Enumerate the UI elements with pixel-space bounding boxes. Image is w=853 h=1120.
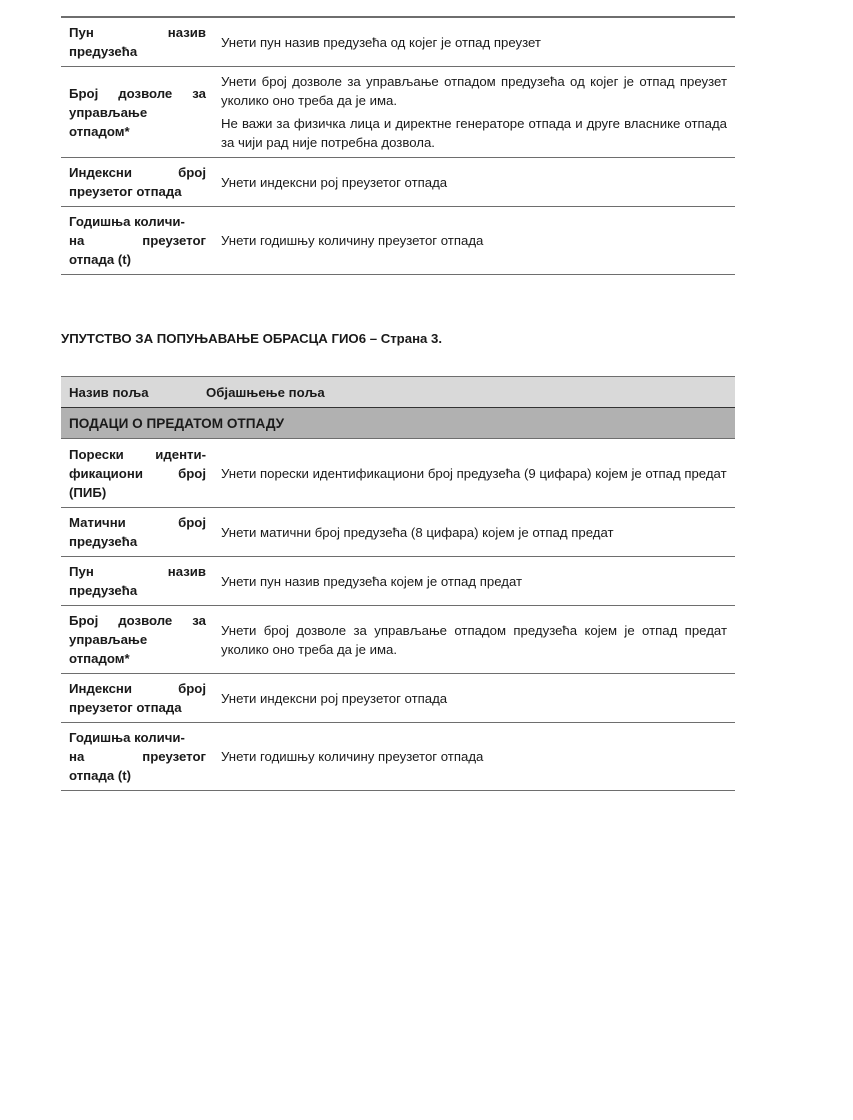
field-description [206, 158, 735, 207]
field-name [61, 508, 206, 557]
description-text: Унети порески идентификациони број предузећа (9 цифара) којем је отпад предат [221, 465, 727, 481]
field-name-line: Пун назив [69, 25, 206, 40]
section-heading [61, 331, 442, 346]
table-row [61, 674, 735, 723]
field-name-line: на преузетог [69, 233, 206, 248]
field-name-line: предузећа [69, 583, 138, 598]
field-name-line: Индексни број [69, 681, 206, 696]
field-description [206, 508, 735, 557]
field-name [61, 606, 206, 674]
description-text: Унети годишњу количину преузетог отпада [221, 233, 484, 248]
table-row [61, 508, 735, 557]
field-description [206, 606, 735, 674]
field-name-line: Индексни број [69, 165, 206, 180]
table-row [61, 439, 735, 508]
field-name-line: отпадом* [69, 651, 130, 666]
field-name-line: Број дозволе за [69, 85, 206, 101]
column-header-description: Објашњење поља [206, 384, 325, 400]
table-row [61, 67, 735, 158]
table-header-row [61, 377, 735, 408]
field-name-line: Порески иденти- [69, 446, 206, 462]
field-name [61, 439, 206, 508]
field-description [206, 17, 735, 67]
description-text: Унети индексни рој преузетог отпада [221, 174, 448, 190]
section-heading-page: Страна 3. [380, 331, 443, 346]
field-name-line: Број дозволе за [69, 613, 206, 628]
table-row [61, 606, 735, 674]
field-description [206, 723, 735, 791]
field-name-line: предузећа [69, 534, 138, 549]
field-name-line: преузетог отпада [69, 700, 182, 715]
table-row [61, 557, 735, 606]
description-text: Унети индексни рој преузетог отпада [221, 690, 448, 706]
field-name-line: на преузетог [69, 749, 206, 764]
field-description [206, 674, 735, 723]
field-name-line: отпада (t) [69, 252, 132, 267]
handed-over-waste-table [61, 376, 735, 791]
field-name [61, 158, 206, 207]
received-waste-table [61, 16, 735, 275]
field-name [61, 674, 206, 723]
field-name-line: Годишња количи- [69, 214, 185, 229]
description-note: Не важи за физичка лица и директне генераторе отпада и друге власнике отпада за чији рад није потребна дозвола. [221, 116, 727, 150]
column-header-name: Назив поља [69, 384, 149, 400]
field-name-line: управљање [69, 632, 148, 647]
field-name [61, 723, 206, 791]
table-row [61, 158, 735, 207]
field-name-line: предузећа [69, 44, 138, 59]
field-name [61, 17, 206, 67]
field-name-line: отпадом* [69, 123, 130, 139]
field-description [206, 207, 735, 275]
field-description [206, 557, 735, 606]
field-name-line: фикациони број [69, 465, 206, 481]
field-name-line: отпада (t) [69, 768, 132, 783]
section-heading-title: УПУТСТВО ЗА ПОПУЊАВАЊЕ ОБРАСЦА ГИО6 [61, 331, 367, 346]
section-heading-separator: – [366, 331, 381, 346]
section-label: ПОДАЦИ О ПРЕДАТОМ ОТПАДУ [69, 415, 285, 431]
field-name [61, 67, 206, 158]
field-name-line: преузетог отпада [69, 184, 182, 199]
table-section-row [61, 408, 735, 439]
table-row [61, 207, 735, 275]
field-name-line: Матични број [69, 515, 206, 530]
description-text: Унети пун назив предузећа којем је отпад предат [221, 573, 523, 589]
description-text: Унети годишњу количину преузетог отпада [221, 749, 484, 764]
field-name-line: Годишња количи- [69, 730, 185, 745]
table-row [61, 17, 735, 67]
field-name-line: (ПИБ) [69, 484, 107, 500]
field-description [206, 439, 735, 508]
field-name-line: управљање [69, 104, 148, 120]
description-text: Унети матични број предузећа (8 цифара) којем је отпад предат [221, 524, 614, 540]
description-text: Унети број дозволе за управљање отпадом предузећа којем је отпад предат уколико оно треба да је има. [221, 622, 727, 657]
field-name [61, 557, 206, 606]
field-description [206, 67, 735, 158]
description-text: Унети пун назив предузећа од којег је отпад преузет [221, 34, 541, 50]
field-name [61, 207, 206, 275]
field-name-line: Пун назив [69, 564, 206, 579]
table-row [61, 723, 735, 791]
description-text: Унети број дозволе за управљање отпадом предузећа од којег је отпад преузет уколико оно треба да је има. [221, 74, 727, 108]
